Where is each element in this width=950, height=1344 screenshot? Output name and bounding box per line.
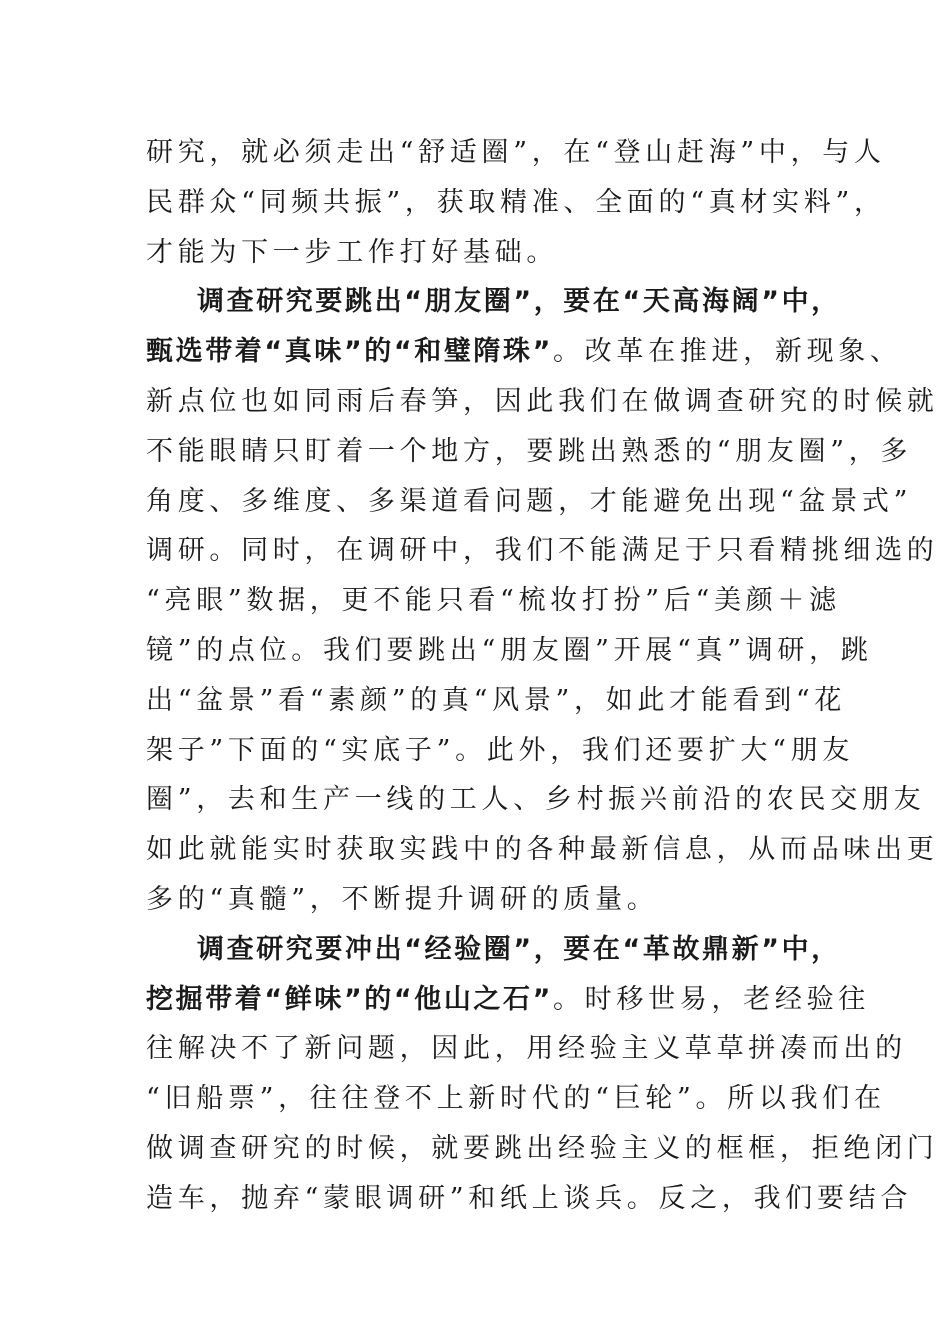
paragraph-3 <box>146 925 939 1224</box>
paragraph-1 <box>146 128 886 277</box>
text-line: 才能为下一步工作打好基础。 <box>146 236 559 268</box>
text-line: 做调查研究的时候，就要跳出经验主义的框框，拒绝闭门 <box>146 1132 939 1164</box>
text-line: 圈”，去和生产一线的工人、乡村振兴前沿的农民交朋友 <box>146 784 926 816</box>
text-line: 民群众“同频共振”，获取精准、全面的“真材实料”， <box>146 186 886 218</box>
text-line: 如此就能实时获取实践中的各种最新信息，从而品味出更 <box>146 834 939 866</box>
text-fragment: 。时移世易，老经验往 <box>552 983 870 1015</box>
text-line: 角度、多维度、多渠道看问题，才能避免出现“盆景式” <box>146 485 913 517</box>
text-line <box>146 327 902 377</box>
document-body <box>146 128 939 1224</box>
section-heading-tail: 挖掘带着“鲜味”的“他山之石” <box>146 983 553 1015</box>
paragraph-2 <box>146 277 939 924</box>
section-heading-tail: 甄选带着“真味”的“和璧隋珠” <box>146 336 553 368</box>
text-line: 镜”的点位。我们要跳出“朋友圈”开展“真”调研，跳 <box>146 634 873 666</box>
text-line <box>146 975 870 1025</box>
text-line: 出“盆景”看“素颜”的真“风景”，如此才能看到“花 <box>146 684 847 716</box>
text-line: 调研。同时，在调研中，我们不能满足于只看精挑细选的 <box>146 535 939 567</box>
text-line: 架子”下面的“实底子”。此外，我们还要扩大“朋友 <box>146 734 855 766</box>
text-line: “亮眼”数据，更不能只看“梳妆打扮”后“美颜＋滤 <box>146 585 841 617</box>
text-line: 不能眼睛只盯着一个地方，要跳出熟悉的“朋友圈”，多 <box>146 435 913 467</box>
section-heading-line: 调查研究要跳出“朋友圈”，要在“天高海阔”中， <box>197 286 841 318</box>
text-line: 往解决不了新问题，因此，用经验主义草草拼凑而出的 <box>146 1033 907 1065</box>
text-fragment: 。改革在推进，新现象、 <box>552 336 902 368</box>
text-line: 研究，就必须走出“舒适圈”，在“登山赶海”中，与人 <box>146 137 886 168</box>
text-line: 造车，抛弃“蒙眼调研”和纸上谈兵。反之，我们要结合 <box>146 1182 913 1214</box>
section-heading-line: 调查研究要冲出“经验圈”，要在“革故鼎新”中， <box>197 933 841 965</box>
text-line: 多的“真髓”，不断提升调研的质量。 <box>146 883 659 915</box>
text-line: “旧船票”，往往登不上新时代的“巨轮”。所以我们在 <box>146 1083 886 1115</box>
text-line: 新点位也如同雨后春笋，因此我们在做调查研究的时候就 <box>146 385 939 417</box>
